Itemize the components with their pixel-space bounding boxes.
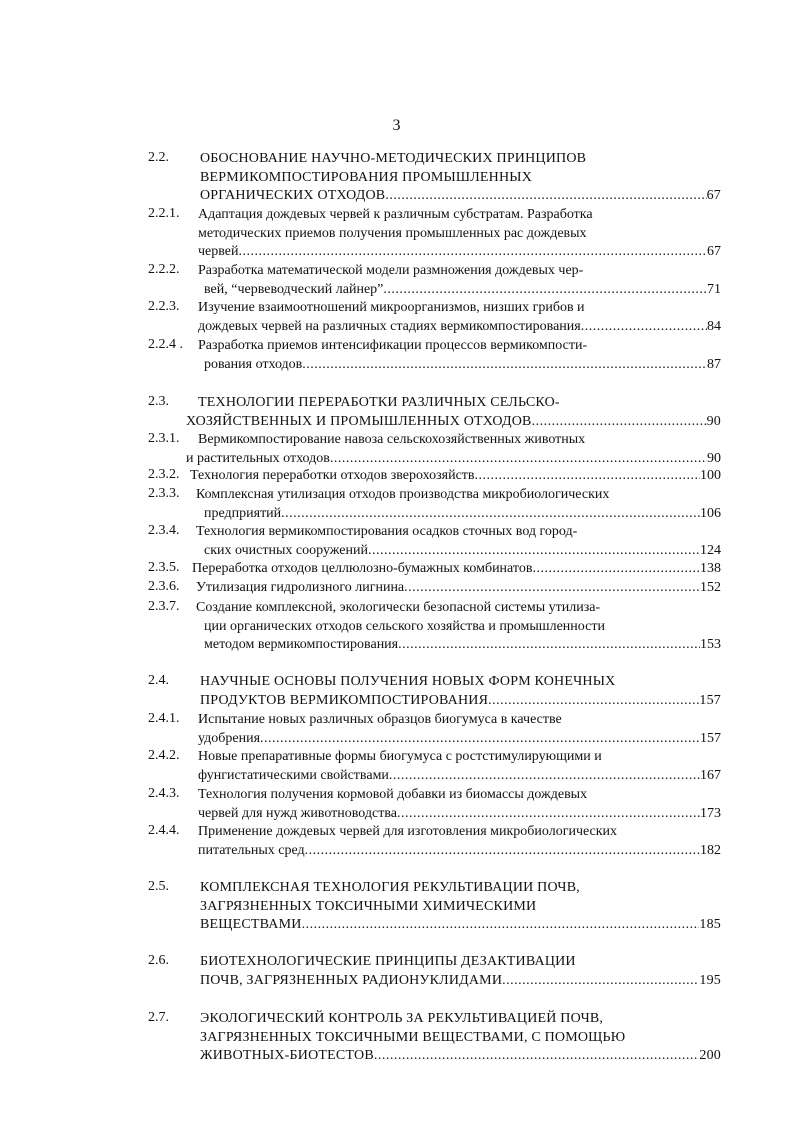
section-title: Новые препаративные формы биогумуса с ростстимулирующими и (198, 749, 602, 764)
toc-title-line-with-page (204, 281, 721, 298)
section-title: ции органических отходов сельского хозяйства и промышленности (204, 618, 605, 634)
section-title: Применение дождевых червей для изготовления микробиологических (198, 824, 618, 839)
section-title: методических приемов получения промышленных рас дождевых (198, 225, 587, 241)
dot-leader (397, 805, 700, 822)
section-title: ПОЧВ, ЗАГРЯЗНЕННЫХ РАДИОНУКЛИДАМИ (200, 972, 503, 988)
section-title: ЖИВОТНЫХ-БИОТЕСТОВ (200, 1048, 374, 1063)
section-title: Разработка приемов интенсификации процессов вермикомпости- (198, 338, 588, 353)
section-title: Технология переработки отходов зверохозяйств (190, 468, 475, 483)
section-number: 2.2. (148, 150, 169, 165)
section-title: Разработка математической модели размножения дождевых чер- (198, 263, 584, 278)
section-title: Испытание новых различных образцов биогумуса в качестве (198, 712, 562, 727)
section-title: ТЕХНОЛОГИИ ПЕРЕРАБОТКИ РАЗЛИЧНЫХ СЕЛЬСКО- (198, 395, 560, 410)
section-title: червей (198, 244, 239, 259)
toc-title-line-with-page (200, 916, 721, 933)
page-ref: 138 (700, 561, 721, 576)
toc-title-line-with-page (204, 542, 721, 559)
section-number: 2.2.4 . (148, 337, 183, 352)
section-title: ЗАГРЯЗНЕННЫХ ТОКСИЧНЫМИ ХИМИЧЕСКИМИ (200, 898, 537, 914)
toc-title-line-with-page (204, 636, 721, 653)
page-ref: 100 (700, 468, 721, 483)
page-ref: 90 (706, 413, 721, 429)
section-title: ОБОСНОВАНИЕ НАУЧНО-МЕТОДИЧЕСКИХ ПРИНЦИПОВ (200, 151, 587, 166)
section-title: и растительных отходов (186, 450, 330, 466)
page-ref: 200 (699, 1048, 721, 1063)
page-ref: 106 (700, 505, 721, 521)
toc-title-line-with-page (196, 579, 721, 596)
section-title: Комплексная утилизация отходов производства микробиологических (196, 487, 610, 502)
section-title: питательных сред (198, 842, 305, 858)
section-number: 2.4.3. (148, 786, 180, 801)
page-ref: 173 (700, 805, 721, 821)
section-title: ских очистных сооружений (204, 542, 368, 558)
toc-title-line-with-page (186, 450, 721, 467)
section-number: 2.2.1. (148, 206, 180, 221)
section-number: 2.3.6. (148, 579, 180, 594)
section-title: Технология получения кормовой добавки из биомассы дождевых (198, 787, 588, 802)
section-title: КОМПЛЕКСНАЯ ТЕХНОЛОГИЯ РЕКУЛЬТИВАЦИИ ПОЧВ, (200, 880, 580, 895)
section-title: дождевых червей на различных стадиях вермикомпостирования (198, 318, 581, 334)
section-title: ВЕЩЕСТВАМИ (200, 917, 302, 932)
dot-leader (302, 356, 707, 373)
page-ref: 157 (699, 692, 721, 708)
page-ref: 84 (707, 318, 721, 334)
dot-leader (305, 842, 700, 859)
dot-leader (488, 692, 699, 709)
toc-title-line-with-page (200, 187, 721, 204)
section-title: ВЕРМИКОМПОСТИРОВАНИЯ ПРОМЫШЛЕННЫХ (200, 169, 533, 185)
section-title: фунгистатическими свойствами (198, 767, 389, 783)
toc-title-line-with-page (186, 413, 721, 430)
toc-title-line-with-page (204, 356, 721, 373)
section-title: червей для нужд животноводства (198, 805, 397, 821)
page-ref: 167 (700, 767, 721, 783)
section-number: 2.4.2. (148, 748, 180, 763)
section-number: 2.3.7. (148, 599, 180, 614)
section-number: 2.3.5. (148, 560, 180, 575)
toc-title-line-with-page (192, 560, 721, 577)
page-ref: 157 (700, 730, 721, 746)
section-title: ЭКОЛОГИЧЕСКИЙ КОНТРОЛЬ ЗА РЕКУЛЬТИВАЦИЕЙ ПОЧВ, (200, 1011, 604, 1026)
page-number: 3 (392, 117, 401, 134)
section-number: 2.4.4. (148, 823, 180, 838)
dot-leader (389, 767, 700, 784)
page-ref: 67 (707, 244, 721, 259)
toc-title-line-with-page (198, 805, 721, 822)
dot-leader (383, 281, 707, 298)
dot-leader (532, 413, 707, 430)
section-title: предприятий (204, 505, 282, 521)
section-title: методом вермикомпостирования (204, 637, 399, 652)
page-ref: 67 (706, 188, 721, 203)
toc-title-line-with-page (200, 972, 721, 989)
dot-leader (581, 318, 707, 335)
section-title: Создание комплексной, экологически безопасной системы утилиза- (196, 600, 601, 615)
dot-leader (398, 636, 700, 653)
section-title: удобрения (198, 730, 261, 746)
dot-leader (239, 243, 708, 260)
section-title: БИОТЕХНОЛОГИЧЕСКИЕ ПРИНЦИПЫ ДЕЗАКТИВАЦИИ (200, 954, 576, 969)
section-title: ОРГАНИЧЕСКИХ ОТХОДОВ (200, 188, 386, 203)
page-ref: 71 (707, 281, 721, 297)
page-ref: 152 (700, 580, 721, 595)
page-ref: 124 (700, 542, 721, 558)
section-number: 2.7. (148, 1010, 169, 1025)
dot-leader (374, 1047, 700, 1064)
section-number: 2.4.1. (148, 711, 180, 726)
section-title: Изучение взаимоотношений микроорганизмов, низших грибов и (198, 300, 585, 315)
dot-leader (532, 560, 700, 577)
toc-title-line-with-page (198, 767, 721, 784)
dot-leader (281, 505, 700, 522)
section-number: 2.2.3. (148, 299, 180, 314)
toc-title-line-with-page (198, 318, 721, 335)
dot-leader (302, 916, 700, 933)
page-ref: 195 (699, 972, 721, 988)
section-number: 2.3.2. (148, 467, 180, 482)
section-title: рования отходов (204, 356, 303, 372)
toc-title-line-with-page (200, 692, 721, 709)
dot-leader (475, 467, 700, 484)
toc-title-line-with-page (198, 243, 721, 260)
section-title: ХОЗЯЙСТВЕННЫХ И ПРОМЫШЛЕННЫХ ОТХОДОВ (186, 413, 532, 429)
toc-title-line-with-page (190, 467, 721, 484)
section-title: ЗАГРЯЗНЕННЫХ ТОКСИЧНЫМИ ВЕЩЕСТВАМИ, С ПОМОЩЬЮ (200, 1029, 626, 1045)
section-title: Технология вермикомпостирования осадков сточных вод город- (196, 524, 578, 539)
section-number: 2.4. (148, 673, 169, 688)
dot-leader (404, 579, 700, 596)
dot-leader (260, 730, 700, 747)
section-number: 2.6. (148, 953, 169, 968)
toc-title-line-with-page (200, 1047, 721, 1064)
section-title: Переработка отходов целлюлозно-бумажных комбинатов (192, 561, 533, 576)
page-ref: 90 (707, 450, 721, 466)
section-title: НАУЧНЫЕ ОСНОВЫ ПОЛУЧЕНИЯ НОВЫХ ФОРМ КОНЕЧНЫХ (200, 674, 616, 689)
toc-title-line-with-page (204, 505, 721, 522)
dot-leader (368, 542, 700, 559)
section-title: Вермикомпостирование навоза сельскохозяйственных животных (198, 432, 586, 447)
section-number: 2.3.1. (148, 431, 180, 446)
section-title: ПРОДУКТОВ ВЕРМИКОМПОСТИРОВАНИЯ (200, 692, 489, 708)
section-title: Адаптация дождевых червей к различным субстратам. Разработка (198, 207, 593, 222)
page-ref: 153 (700, 637, 721, 652)
section-number: 2.3. (148, 394, 169, 409)
section-number: 2.2.2. (148, 262, 180, 277)
dot-leader (385, 187, 706, 204)
section-number: 2.3.4. (148, 523, 180, 538)
section-title: Утилизация гидролизного лигнина (196, 580, 405, 595)
page-ref: 87 (707, 356, 721, 372)
page-ref: 185 (699, 917, 721, 932)
dot-leader (502, 972, 699, 989)
toc-title-line-with-page (198, 842, 721, 859)
toc-title-line-with-page (198, 730, 721, 747)
section-number: 2.5. (148, 879, 169, 894)
page-ref: 182 (700, 842, 721, 858)
dot-leader (330, 450, 707, 467)
section-title: вей, “червеводческий лайнер” (204, 281, 384, 297)
section-number: 2.3.3. (148, 486, 180, 501)
